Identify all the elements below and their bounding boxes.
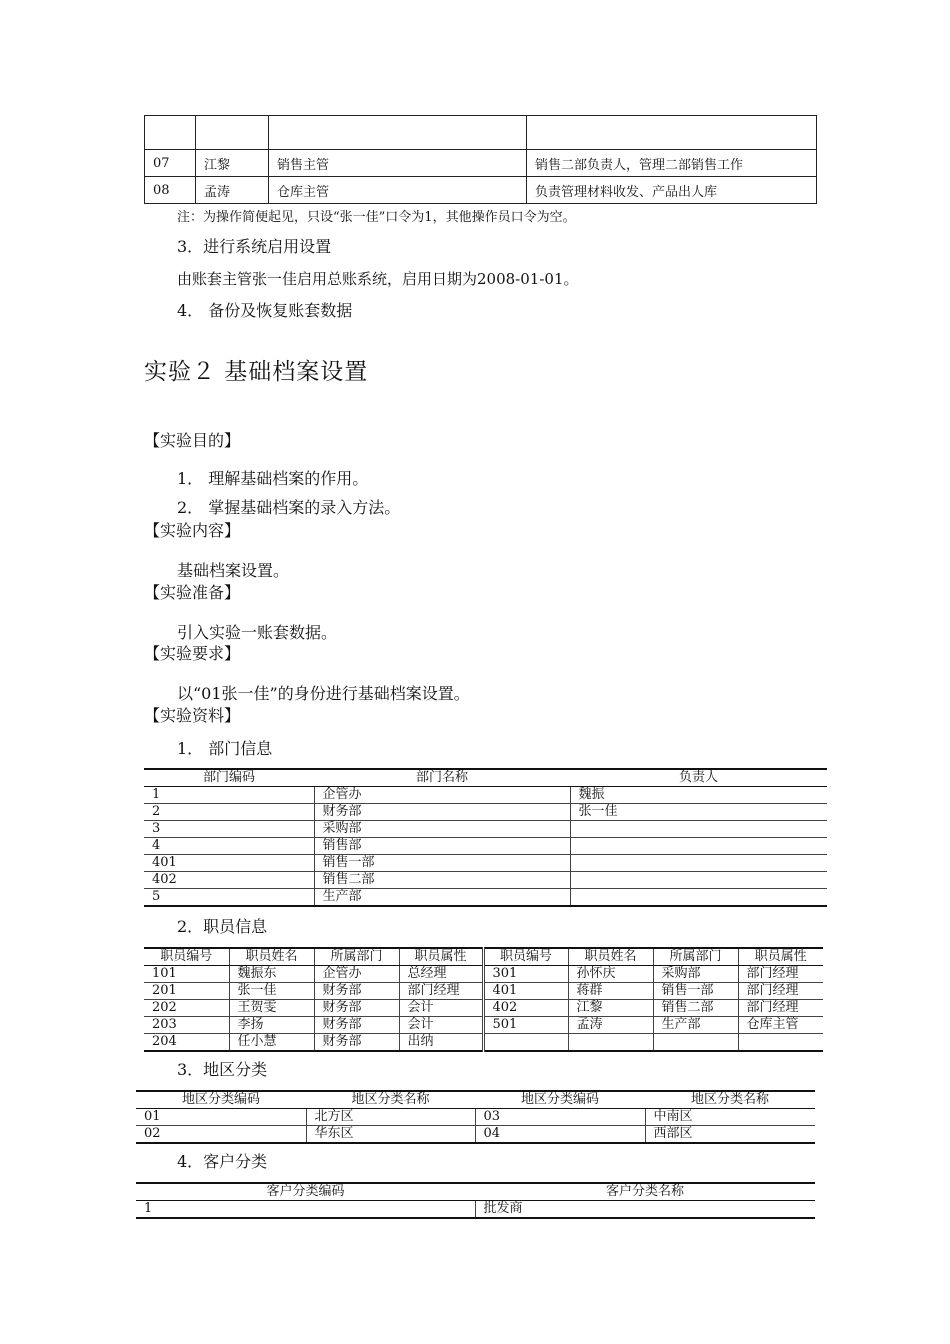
purpose-item: 1． 理解基础档案的作用。 xyxy=(177,469,369,488)
table-cell: 501 xyxy=(483,1017,568,1034)
table-cell: 批发商 xyxy=(475,1201,815,1219)
table-cell: 采购部 xyxy=(314,821,570,838)
table-cell: 张一佳 xyxy=(570,804,827,821)
table-cell: 401 xyxy=(483,983,568,1000)
table-cell: 企管办 xyxy=(314,787,570,804)
operator-note: 注：为操作简便起见，只设“张一佳”口令为1，其他操作员口令为空。 xyxy=(177,210,576,225)
table-row xyxy=(144,804,827,821)
table-cell: 北方区 xyxy=(306,1109,475,1126)
table-row xyxy=(144,838,827,855)
table-cell: 蒋群 xyxy=(568,983,653,1000)
table-cell: 生产部 xyxy=(653,1017,738,1034)
table-cell: 任小慧 xyxy=(229,1034,314,1052)
table-row xyxy=(144,787,827,804)
table-cell: 销售二部负责人，管理二部销售工作 xyxy=(527,150,817,177)
table-cell: 部门经理 xyxy=(738,1000,823,1017)
employees-title: 2．职员信息 xyxy=(177,917,268,936)
table-cell: 王贺雯 xyxy=(229,1000,314,1017)
table-cell: 销售二部 xyxy=(314,872,570,889)
content-label: 【实验内容】 xyxy=(144,521,241,540)
content-text: 基础档案设置。 xyxy=(177,561,290,580)
table-cell: 401 xyxy=(144,855,314,872)
table-cell xyxy=(570,889,827,907)
customers-title: 4．客户分类 xyxy=(177,1152,268,1171)
table-cell: 204 xyxy=(144,1034,229,1052)
step3-title: 3．进行系统启用设置 xyxy=(177,237,332,256)
table-cell: 402 xyxy=(144,872,314,889)
table-cell xyxy=(269,116,527,150)
purpose-label: 【实验目的】 xyxy=(144,431,241,450)
table-row xyxy=(144,966,823,983)
requirement-label: 【实验要求】 xyxy=(144,644,241,663)
table-cell: 部门经理 xyxy=(399,983,483,1000)
employee-table xyxy=(144,947,823,1052)
column-header: 职员属性 xyxy=(738,948,823,966)
table-cell: 5 xyxy=(144,889,314,907)
table-cell xyxy=(738,1034,823,1052)
column-header: 地区分类名称 xyxy=(645,1091,815,1109)
table-cell: 04 xyxy=(475,1126,645,1144)
table-cell: 202 xyxy=(144,1000,229,1017)
table-cell: 西部区 xyxy=(645,1126,815,1144)
table-cell: 销售一部 xyxy=(653,983,738,1000)
table-cell: 中南区 xyxy=(645,1109,815,1126)
table-cell: 孟涛 xyxy=(196,177,269,204)
table-cell xyxy=(653,1034,738,1052)
table-cell: 张一佳 xyxy=(229,983,314,1000)
table-cell: 财务部 xyxy=(314,1017,399,1034)
table-cell: 销售二部 xyxy=(653,1000,738,1017)
table-cell: 3 xyxy=(144,821,314,838)
column-header: 负责人 xyxy=(570,769,827,787)
table-cell: 江黎 xyxy=(196,150,269,177)
regions-title: 3．地区分类 xyxy=(177,1060,268,1079)
table-cell: 201 xyxy=(144,983,229,1000)
table-row xyxy=(144,889,827,907)
column-header: 部门名称 xyxy=(314,769,570,787)
table-cell: 销售部 xyxy=(314,838,570,855)
purpose-item: 2． 掌握基础档案的录入方法。 xyxy=(177,498,401,517)
table-header-row xyxy=(144,769,827,787)
table-row xyxy=(144,821,827,838)
table-cell: 魏振东 xyxy=(229,966,314,983)
table-cell xyxy=(570,855,827,872)
table-cell: 1 xyxy=(144,787,314,804)
table-row xyxy=(144,855,827,872)
table-cell: 4 xyxy=(144,838,314,855)
table-cell: 出纳 xyxy=(399,1034,483,1052)
prep-label: 【实验准备】 xyxy=(144,583,241,602)
column-header: 客户分类名称 xyxy=(475,1183,815,1201)
table-cell: 孙怀庆 xyxy=(568,966,653,983)
table-cell: 生产部 xyxy=(314,889,570,907)
table-header-row xyxy=(136,1091,815,1109)
column-header: 所属部门 xyxy=(314,948,399,966)
department-table xyxy=(144,768,827,907)
column-header: 部门编码 xyxy=(144,769,314,787)
table-cell: 仓库主管 xyxy=(738,1017,823,1034)
table-cell: 采购部 xyxy=(653,966,738,983)
operator-table xyxy=(144,115,817,204)
table-cell: 07 xyxy=(145,150,196,177)
column-header: 地区分类编码 xyxy=(136,1091,306,1109)
table-cell: 2 xyxy=(144,804,314,821)
table-cell: 08 xyxy=(145,177,196,204)
table-cell: 部门经理 xyxy=(738,966,823,983)
column-header: 客户分类编码 xyxy=(136,1183,475,1201)
table-cell xyxy=(570,821,827,838)
departments-title: 1． 部门信息 xyxy=(177,739,273,758)
step3-text: 由账套主管张一佳启用总账系统，启用日期为2008-01-01。 xyxy=(177,270,579,288)
column-header: 地区分类编码 xyxy=(475,1091,645,1109)
table-cell: 销售一部 xyxy=(314,855,570,872)
requirement-text: 以“01张一佳”的身份进行基础档案设置。 xyxy=(177,684,470,703)
table-cell: 魏振 xyxy=(570,787,827,804)
material-label: 【实验资料】 xyxy=(144,706,241,725)
table-cell: 会计 xyxy=(399,1017,483,1034)
table-cell: 仓库主管 xyxy=(269,177,527,204)
table-cell: 李扬 xyxy=(229,1017,314,1034)
table-cell xyxy=(483,1034,568,1052)
step4-title: 4． 备份及恢复账套数据 xyxy=(177,301,353,320)
table-cell: 101 xyxy=(144,966,229,983)
table-cell: 企管办 xyxy=(314,966,399,983)
table-cell: 会计 xyxy=(399,1000,483,1017)
table-row xyxy=(144,872,827,889)
column-header: 职员姓名 xyxy=(229,948,314,966)
table-row xyxy=(136,1201,815,1219)
column-header: 职员编号 xyxy=(483,948,568,966)
table-cell: 负责管理材料收发、产品出人库 xyxy=(527,177,817,204)
table-cell: 江黎 xyxy=(568,1000,653,1017)
table-cell: 03 xyxy=(475,1109,645,1126)
prep-text: 引入实验一账套数据。 xyxy=(177,623,338,642)
table-row xyxy=(136,1126,815,1144)
table-row xyxy=(136,1109,815,1126)
table-cell: 402 xyxy=(483,1000,568,1017)
table-cell: 部门经理 xyxy=(738,983,823,1000)
table-cell xyxy=(196,116,269,150)
column-header: 职员属性 xyxy=(399,948,483,966)
table-cell: 总经理 xyxy=(399,966,483,983)
table-header-row xyxy=(136,1183,815,1201)
table-cell: 203 xyxy=(144,1017,229,1034)
column-header: 职员姓名 xyxy=(568,948,653,966)
table-cell xyxy=(527,116,817,150)
column-header: 地区分类名称 xyxy=(306,1091,475,1109)
table-row xyxy=(145,177,817,204)
table-row xyxy=(145,116,817,150)
table-cell: 1 xyxy=(136,1201,475,1219)
column-header: 职员编号 xyxy=(144,948,229,966)
table-cell: 301 xyxy=(483,966,568,983)
table-row xyxy=(144,1034,823,1052)
table-cell: 02 xyxy=(136,1126,306,1144)
table-cell: 华东区 xyxy=(306,1126,475,1144)
table-cell xyxy=(570,838,827,855)
table-row xyxy=(145,150,817,177)
table-cell: 财务部 xyxy=(314,1034,399,1052)
table-cell: 财务部 xyxy=(314,804,570,821)
table-header-row xyxy=(144,948,823,966)
column-header: 所属部门 xyxy=(653,948,738,966)
table-cell xyxy=(568,1034,653,1052)
table-row xyxy=(144,1017,823,1034)
region-table xyxy=(136,1090,815,1144)
table-cell: 孟涛 xyxy=(568,1017,653,1034)
experiment-title: 实验２ 基础档案设置 xyxy=(144,359,369,385)
table-cell: 财务部 xyxy=(314,983,399,1000)
table-row xyxy=(144,1000,823,1017)
table-cell xyxy=(570,872,827,889)
table-cell: 财务部 xyxy=(314,1000,399,1017)
table-row xyxy=(144,983,823,1000)
table-cell: 01 xyxy=(136,1109,306,1126)
table-cell xyxy=(145,116,196,150)
table-cell: 销售主管 xyxy=(269,150,527,177)
customer-table xyxy=(136,1182,815,1219)
